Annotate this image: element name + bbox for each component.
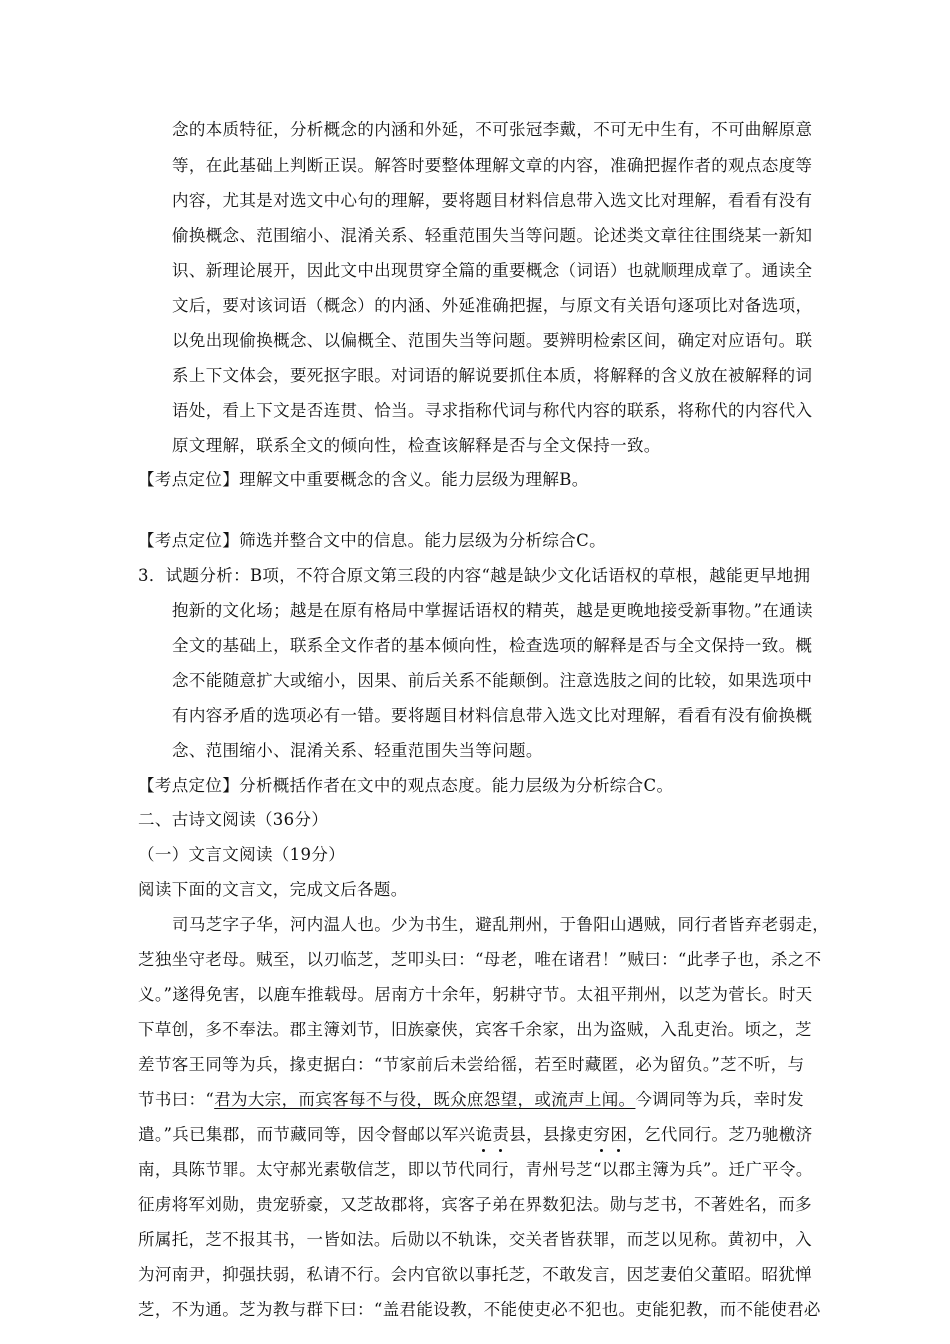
passage-line: 芝，不为通。芝为教与群下曰：“盖君能设教，不能使吏必不犯也。吏能犯教，而不能使君必: [138, 1300, 821, 1319]
analysis-line: 念不能随意扩大或缩小，因果、前后关系不能颠倒。注意选肢之间的比较，如果选项中: [172, 671, 813, 690]
analysis-line: 全文的基础上，联系全文作者的基本倾向性，检查选项的解释是否与全文保持一致。概: [172, 636, 813, 655]
section-heading: 二、古诗文阅读（36分）: [138, 810, 329, 829]
analysis-line: 文后，要对该词语（概念）的内涵、外延准确把握，与原文有关语句逐项比对备选项，: [172, 296, 813, 315]
instruction-text: 阅读下面的文言文，完成文后各题。: [138, 880, 408, 899]
kaodian-label: 【考点定位】分析概括作者在文中的观点态度。能力层级为分析综合C。: [138, 776, 674, 795]
analysis-line: 抱新的文化场；越是在原有格局中掌握话语权的精英，越是更晚地接受新事物。”在通读: [172, 601, 813, 620]
passage-line: 征虏将军刘勋，贵宠骄豪，又芝故郡将，宾客子弟在界数犯法。勋与芝书，不著姓名，而多: [138, 1195, 812, 1214]
analysis-line: 系上下文体会，要死抠字眼。对词语的解说要抓住本质，将解释的含义放在被解释的词: [172, 366, 813, 385]
analysis-line: 语处，看上下文是否连贯、恰当。寻求指称代词与称代内容的联系，将称代的内容代入: [172, 401, 813, 420]
passage-text: ，乞代同行。芝乃驰檄济: [627, 1125, 813, 1144]
dotted-character: 诡: [475, 1125, 493, 1144]
dotted-character: 困: [610, 1125, 628, 1144]
analysis-line: 念、范围缩小、混淆关系、轻重范围失当等问题。: [172, 741, 543, 760]
analysis-line: 内容，尤其是对选文中心句的理解，要将题目材料信息带入选文比对理解，看看有没有: [172, 191, 813, 210]
analysis-line: 3．试题分析：B项，不符合原文第三段的内容“越是缺少文化话语权的草根，越能更早地拥: [138, 566, 811, 585]
passage-line: 南，具陈节罪。太守郝光素敬信芝，即以节代同行，青州号芝“以郡主簿为兵”。迁广平令。: [138, 1160, 813, 1179]
passage-text: 节书曰：“: [138, 1090, 215, 1109]
passage-line: [138, 1090, 804, 1110]
passage-text: 遣。”兵已集郡，而节藏同等，因令督邮以军兴: [138, 1125, 476, 1144]
underlined-sentence: 君为大宗，而宾客每不与役，既众庶怨望，或流声上闻。: [214, 1090, 636, 1109]
analysis-line: 原文理解，联系全文的倾向性，检查该解释是否与全文保持一致。: [172, 436, 661, 455]
passage-line: 义。”遂得免害，以鹿车推载母。居南方十余年，躬耕守节。太祖平荆州，以芝为菅长。时天: [138, 985, 813, 1004]
dotted-character: 责: [492, 1125, 510, 1144]
dotted-character: 穷: [593, 1125, 611, 1144]
passage-line: 为河南尹，抑强扶弱，私请不行。会内官欲以事托芝，不敢发言，因芝妻伯父董昭。昭犹惮: [138, 1265, 812, 1284]
passage-text: 县，县掾吏: [509, 1125, 594, 1144]
analysis-line: 识、新理论展开，因此文中出现贯穿全篇的重要概念（词语）也就顺理成章了。通读全: [172, 261, 813, 280]
passage-line: [138, 1125, 813, 1145]
kaodian-label: 【考点定位】理解文中重要概念的含义。能力层级为理解B。: [138, 470, 589, 489]
kaodian-label: 【考点定位】筛选并整合文中的信息。能力层级为分析综合C。: [138, 531, 606, 550]
passage-line: 芝独坐守老母。贼至，以刃临芝，芝叩头曰：“母老，唯在诸君！”贼曰：“此孝子也，杀之不: [138, 950, 822, 969]
analysis-line: 偷换概念、范围缩小、混淆关系、轻重范围失当等问题。论述类文章往往围绕某一新知: [172, 226, 813, 245]
passage-line: 下草创，多不奉法。郡主簿刘节，旧族豪侠，宾客千余家，出为盗贼，入乱吏治。顷之，芝: [138, 1020, 812, 1039]
subsection-heading: （一）文言文阅读（19分）: [138, 845, 346, 864]
analysis-line: 以免出现偷换概念、以偏概全、范围失当等问题。要辨明检索区间，确定对应语句。联: [172, 331, 813, 350]
analysis-line: 有内容矛盾的选项必有一错。要将题目材料信息带入选文比对理解，看看有没有偷换概: [172, 706, 813, 725]
analysis-line: 念的本质特征，分析概念的内涵和外延，不可张冠李戴，不可无中生有，不可曲解原意: [172, 120, 813, 139]
passage-line: 差节客王同等为兵，掾吏据白：“节家前后未尝给徭，若至时藏匿，必为留负。”芝不听，与: [138, 1055, 805, 1074]
passage-text: 今调同等为兵，幸时发: [635, 1090, 804, 1109]
passage-line: 所属托，芝不报其书，一皆如法。后勋以不轨诛，交关者皆获罪，而芝以见称。黄初中，入: [138, 1230, 812, 1249]
passage-line: 司马芝字子华，河内温人也。少为书生，避乱荆州，于鲁阳山遇贼，同行者皆弃老弱走，: [172, 915, 830, 934]
analysis-line: 等，在此基础上判断正误。解答时要整体理解文章的内容，准确把握作者的观点态度等: [172, 156, 813, 175]
